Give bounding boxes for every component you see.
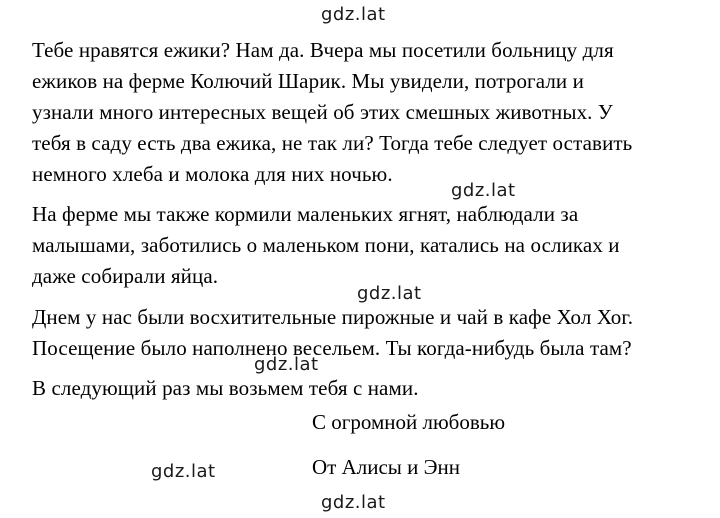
watermark: gdz.lat	[451, 180, 516, 201]
paragraph-hedgehogs: Тебе нравятся ежики? Нам да. Вчера мы посетили больницу для ежиков на ферме Колючий Шарик. Мы увидели, потрогали и узнали много интересных вещей об этих смешных животных. У тебя в саду есть два ежика, не так ли? Тогда тебе следует оставить немного хлеба и молока для них ночью.	[32, 38, 633, 186]
watermark: gdz.lat	[321, 4, 386, 25]
watermark: gdz.lat	[321, 492, 386, 513]
paragraph-cafe: Днем у нас были восхитительные пирожные и чай в кафе Хол Хог. Посещение было наполнено весельем. Ты когда-нибудь была там?	[32, 305, 634, 360]
letter-signature: От Алисы и Энн	[312, 455, 460, 479]
letter-closing: С огромной любовью	[312, 410, 506, 434]
paragraph-next-time: В следующий раз мы возьмем тебя с нами.	[32, 376, 419, 400]
watermark: gdz.lat	[357, 283, 422, 304]
watermark: gdz.lat	[254, 354, 319, 375]
watermark: gdz.lat	[151, 461, 216, 482]
paragraph-farm-activities: На ферме мы также кормили маленьких ягнят, наблюдали за малышами, заботились о маленьком пони, катались на осликах и даже собирали яйца.	[32, 202, 620, 288]
